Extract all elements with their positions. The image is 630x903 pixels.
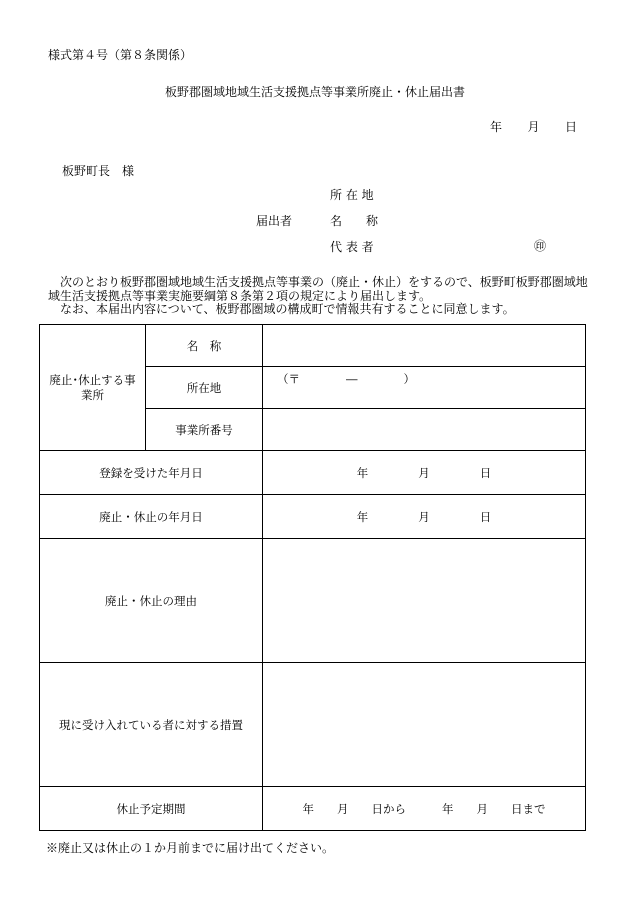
closure-month-label: 月 — [418, 509, 430, 524]
registered-year-label: 年 — [356, 465, 369, 480]
suspension-period-label: 休止予定期間 — [40, 787, 263, 831]
office-group-label: 廃止･休止する事業所 — [40, 325, 146, 451]
closure-year-label: 年 — [356, 509, 369, 524]
office-number-label: 事業所番号 — [146, 409, 263, 451]
closure-date-field[interactable] — [263, 495, 586, 539]
applicant-label: 届出者 — [256, 214, 293, 228]
form-number: 様式第４号（第８条関係） — [48, 48, 193, 62]
postal-code-field[interactable]: （〒 ― ） — [277, 372, 415, 386]
registered-date-label: 登録を受けた年月日 — [40, 451, 263, 495]
office-name-label: 名 称 — [146, 325, 263, 367]
closure-date-label: 廃止・休止の年月日 — [40, 495, 263, 539]
declaration-paragraph: 次のとおり板野郡圏域地域生活支援拠点等事業の（廃止・休止）をするので、板野町板野郡圏域地域生活支援拠点等事業実施要綱第８条第２項の規定により届出します。 — [48, 275, 588, 303]
period-to-label: 年 月 日まで — [442, 801, 546, 816]
consent-paragraph: なお、本届出内容について、板野郡圏域の構成町で情報共有することに同意します。 — [60, 302, 515, 316]
office-number-field[interactable] — [263, 409, 586, 451]
office-address-field[interactable] — [263, 367, 586, 409]
seal-mark-icon: ㊞ — [534, 239, 547, 253]
period-from-label: 年 月 日から — [302, 801, 406, 816]
registered-month-label: 月 — [418, 465, 430, 480]
office-address-label: 所在地 — [146, 367, 263, 409]
measures-field[interactable] — [263, 663, 586, 787]
reason-label: 廃止・休止の理由 — [40, 539, 263, 663]
suspension-period-field[interactable] — [263, 787, 586, 831]
applicant-address-label: 所 在 地 — [330, 188, 374, 202]
reason-field[interactable] — [263, 539, 586, 663]
closure-day-label: 日 — [479, 509, 492, 524]
registered-day-label: 日 — [479, 465, 492, 480]
footnote: ※廃止又は休止の１か月前までに届け出てください。 — [46, 841, 335, 855]
notification-table — [39, 324, 586, 831]
submission-date: 年 月 日 — [490, 120, 578, 134]
applicant-name-label: 名 称 — [330, 214, 379, 228]
applicant-representative-label: 代 表 者 — [330, 240, 374, 254]
registered-date-field[interactable] — [263, 451, 586, 495]
office-name-field[interactable] — [263, 325, 586, 367]
addressee: 板野町長 様 — [62, 164, 135, 178]
document-title: 板野郡圏域地域生活支援拠点等事業所廃止・休止届出書 — [164, 85, 465, 99]
measures-label: 現に受け入れている者に対する措置 — [40, 663, 263, 787]
